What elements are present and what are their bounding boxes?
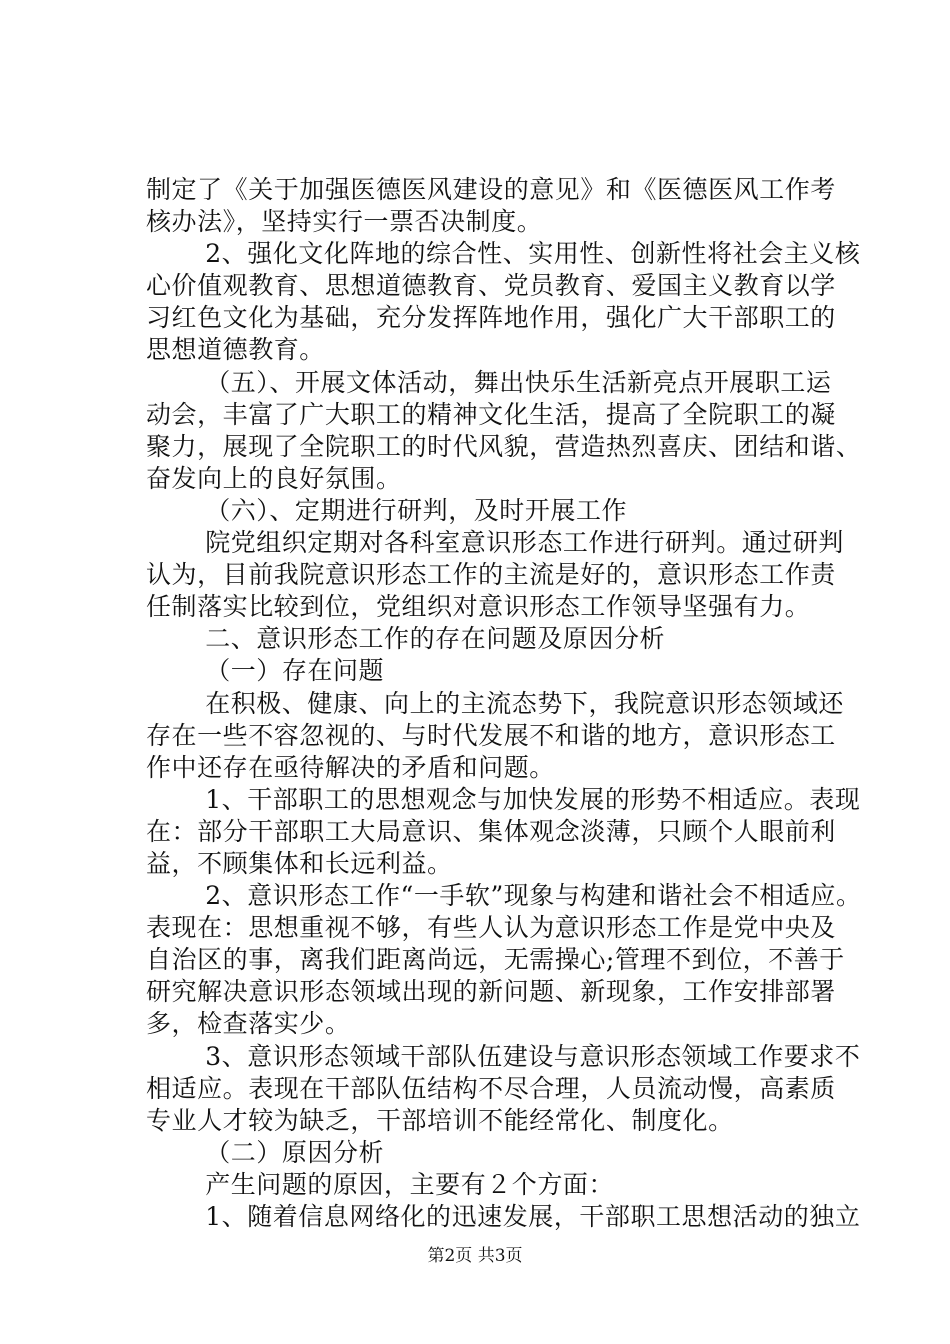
text-line: 在：部分干部职工大局意识、集体观念淡薄，只顾个人眼前利 (146, 816, 836, 846)
text-line: 研究解决意识形态领域出现的新问题、新现象，工作安排部署 (146, 977, 836, 1007)
text-line: 产生问题的原因，主要有２个方面： (205, 1169, 614, 1199)
text-line: 制定了《关于加强医德医风建设的意见》和《医德医风工作考 (146, 175, 836, 204)
text-line: 动会，丰富了广大职工的精神文化生活，提高了全院职工的凝 (146, 399, 836, 429)
text-line: 核办法》，坚持实行一票否决制度。 (146, 207, 543, 237)
text-line: 专业人才较为缺乏，干部培训不能经常化、制度化。 (146, 1105, 734, 1135)
text-line: 存在一些不容忽视的、与时代发展不和谐的地方，意识形态工 (146, 720, 836, 750)
text-line: 院党组织定期对各科室意识形态工作进行研判。通过研判 (205, 528, 844, 558)
text-line: 认为，目前我院意识形态工作的主流是好的，意识形态工作责 (146, 560, 836, 590)
text-line: 二、意识形态工作的存在问题及原因分析 (205, 624, 666, 654)
text-line: 表现在：思想重视不够，有些人认为意识形态工作是党中央及 (146, 913, 836, 943)
text-line: 奋发向上的良好氛围。 (146, 463, 402, 493)
text-line: 相适应。表现在干部队伍结构不尽合理，人员流动慢，高素质 (146, 1073, 836, 1103)
text-line: 1、随着信息网络化的迅速发展，干部职工思想活动的独立 (205, 1202, 861, 1231)
text-line: 1、干部职工的思想观念与加快发展的形势不相适应。表现 (205, 784, 861, 814)
text-line: （二）原因分析 (205, 1137, 385, 1167)
text-line: 聚力，展现了全院职工的时代风貌，营造热烈喜庆、团结和谐、 (146, 431, 862, 461)
text-line: 益，不顾集体和长远利益。 (146, 848, 453, 878)
text-line: （六）、定期进行研判，及时开展工作 (205, 495, 628, 525)
text-line: （五）、开展文体活动，舞出快乐生活新亮点开展职工运 (205, 367, 832, 397)
text-line: 思想道德教育。 (146, 335, 325, 365)
text-line: 2、意识形态工作“一手软”现象与构建和谐社会不相适应。 (205, 881, 862, 911)
text-line: 习红色文化为基础，充分发挥阵地作用，强化广大干部职工的 (146, 303, 836, 333)
text-line: 心价值观教育、思想道德教育、党员教育、爱国主义教育以学 (146, 271, 836, 301)
text-line: 3、意识形态领域干部队伍建设与意识形态领域工作要求不 (205, 1041, 861, 1071)
text-line: 自治区的事，离我们距离尚远，无需操心;管理不到位，不善于 (146, 945, 845, 975)
document-body (146, 174, 862, 1233)
text-line: 任制落实比较到位，党组织对意识形态工作领导坚强有力。 (146, 592, 811, 622)
text-line: （一）存在问题 (205, 656, 385, 686)
text-line: 2、强化文化阵地的综合性、实用性、创新性将社会主义核 (205, 239, 861, 269)
text-line: 多，检查落实少。 (146, 1009, 351, 1039)
page-footer: 第2页 共3页 (427, 1246, 523, 1266)
text-line: 在积极、健康、向上的主流态势下，我院意识形态领域还 (205, 688, 844, 718)
text-line: 作中还存在亟待解决的矛盾和问题。 (146, 752, 555, 782)
